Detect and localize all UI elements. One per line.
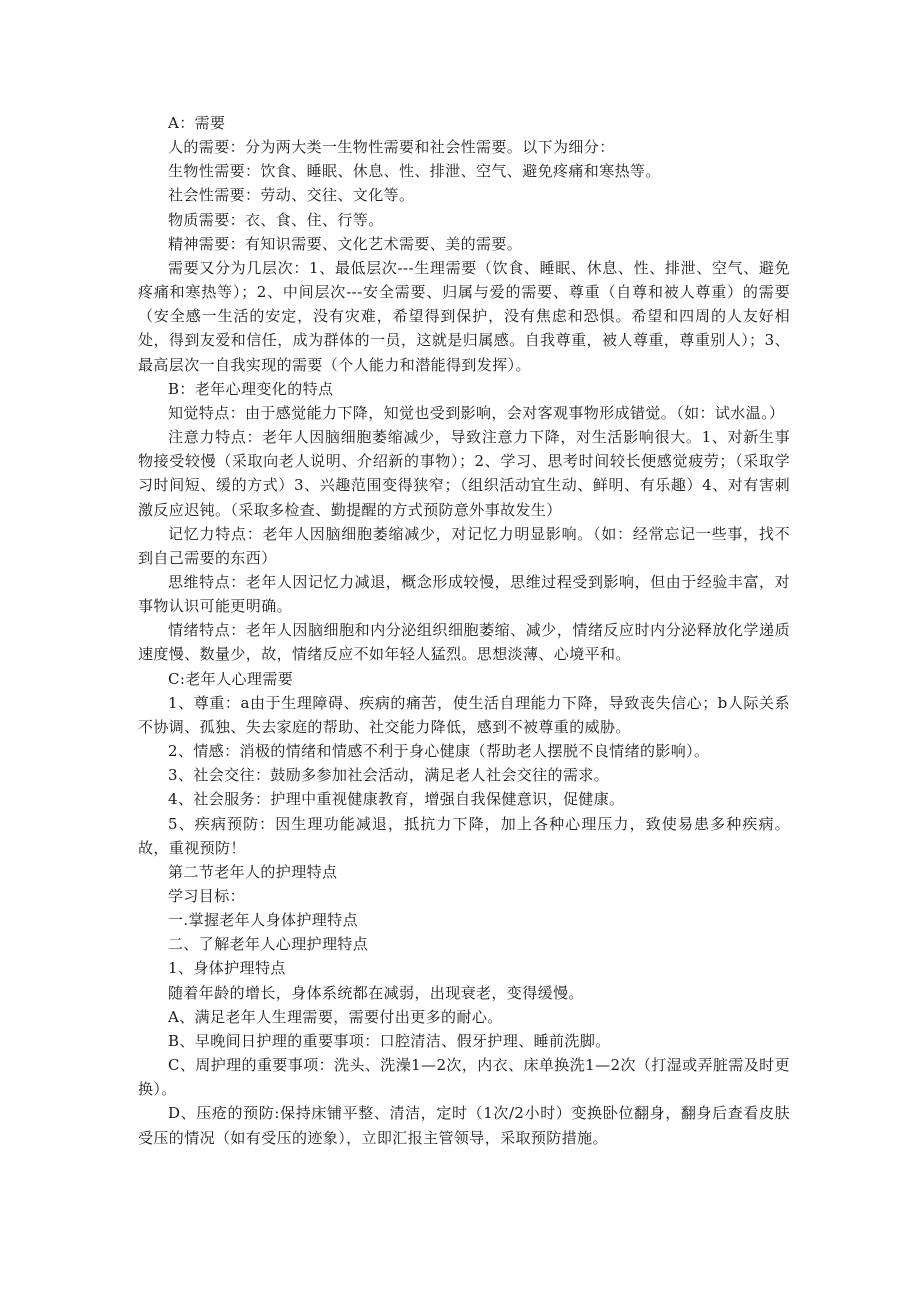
paragraph: 情绪特点：老年人因脑细胞和内分泌组织细胞萎缩、减少，情绪反应时内分泌释放化学递质速度慢、数量少，故，情绪反应不如年轻人猛烈。思想淡薄、心境平和。 bbox=[138, 621, 790, 664]
list-item: 二、了解老年人心理护理特点 bbox=[168, 935, 369, 954]
paragraph: 学习目标： bbox=[168, 887, 246, 905]
list-item: 1、尊重：a由于生理障碍、疾病的痛苦，使生活自理能力下降，导致丧失信心；b人际关系不协调、孤独、失去家庭的帮助、社交能力降低，感到不被尊重的威胁。 bbox=[138, 693, 790, 736]
list-item: D、压疮的预防:保持床铺平整、清洁，定时（1次/2小时）变换卧位翻身，翻身后查看皮肤受压的情况（如有受压的迹象），立即汇报主管领导，采取预防措施。 bbox=[138, 1104, 790, 1147]
document-body bbox=[138, 111, 790, 1150]
section-heading-a: A：需要 bbox=[168, 114, 226, 132]
paragraph: 需要又分为几层次：1、最低层次---生理需要（饮食、睡眠、休息、性、排泄、空气、避免疼痛和寒热等）；2、中间层次---安全需要、归属与爱的需要、尊重（自尊和被人尊重）的需要（安全感一生活的安定，没有灾难，希望得到保护，没有焦虑和恐惧。希望和四周的人友好相处，得到友爱和信任，成为群体的一员，这就是归属感。自我尊重，被人尊重，尊重别人）；3、最高层次一自我实现的需要（个人能力和潜能得到发挥）。 bbox=[138, 258, 790, 374]
list-item: 一.掌握老年人身体护理特点 bbox=[168, 911, 358, 930]
paragraph: 生物性需要：饮食、睡眠、休息、性、排泄、空气、避免疼痛和寒热等。 bbox=[168, 162, 661, 181]
list-item: C、周护理的重要事项：洗头、洗澡1—2次，内衣、床单换洗1—2次（打湿或弄脏需及时更换）。 bbox=[138, 1056, 790, 1099]
list-item: 5、疾病预防：因生理功能减退，抵抗力下降，加上各种心理压力，致使易患多种疾病。故，重视预防！ bbox=[138, 814, 790, 857]
list-item: 4、社会服务：护理中重视健康教育，增强自我保健意识，促健康。 bbox=[168, 790, 625, 809]
paragraph: 记忆力特点：老年人因脑细胞萎缩减少，对记忆力明显影响。（如：经常忘记一些事，找不到自己需要的东西） bbox=[138, 524, 790, 567]
section-heading-b: B：老年心理变化的特点 bbox=[168, 379, 334, 398]
list-item: B、早晚间日护理的重要事项：口腔清洁、假牙护理、睡前洗脚。 bbox=[168, 1031, 611, 1050]
list-item: 2、情感：消极的情绪和情感不利于身心健康（帮助老人摆脱不良情绪的影响）。 bbox=[168, 742, 710, 761]
paragraph: 知觉特点：由于感觉能力下降，知觉也受到影响，会对客观事物形成错觉。（如：试水温。） bbox=[168, 403, 785, 422]
paragraph: 思维特点：老年人因记忆力减退，概念形成较慢，思维过程受到影响，但由于经验丰富，对事物认识可能更明确。 bbox=[138, 572, 790, 616]
section-heading-c: C:老年人心理需要 bbox=[168, 669, 294, 688]
chapter-heading: 第二节老年人的护理特点 bbox=[168, 862, 338, 881]
subheading: 1、身体护理特点 bbox=[168, 959, 286, 978]
paragraph: 社会性需要：劳动、交往、文化等。 bbox=[168, 186, 415, 205]
paragraph: 物质需要：衣、食、住、行等。 bbox=[168, 210, 384, 229]
paragraph: 随着年龄的增长，身体系统都在减弱，出现衰老，变得缓慢。 bbox=[168, 983, 584, 1002]
paragraph: 精神需要：有知识需要、文化艺术需要、美的需要。 bbox=[168, 234, 523, 253]
list-item: A、满足老年人生理需要，需要付出更多的耐心。 bbox=[168, 1007, 503, 1026]
paragraph: 人的需要：分为两大类一生物性需要和社会性需要。以下为细分： bbox=[168, 138, 615, 157]
list-item: 3、社会交往：鼓励多参加社会活动，满足老人社会交往的需求。 bbox=[168, 766, 610, 785]
paragraph: 注意力特点：老年人因脑细胞萎缩减少，导致注意力下降，对生活影响很大。1、对新生事物接受较慢（采取向老人说明、介绍新的事物）；2、学习、思考时间较长便感觉疲劳；（采取学习时间短、缓的方式）3、兴趣范围变得狭窄；（组织活动宜生动、鲜明、有乐趣）4、对有害刺激反应迟钝。（采取多检查、勤提醒的方式预防意外事故发生） bbox=[138, 428, 790, 519]
